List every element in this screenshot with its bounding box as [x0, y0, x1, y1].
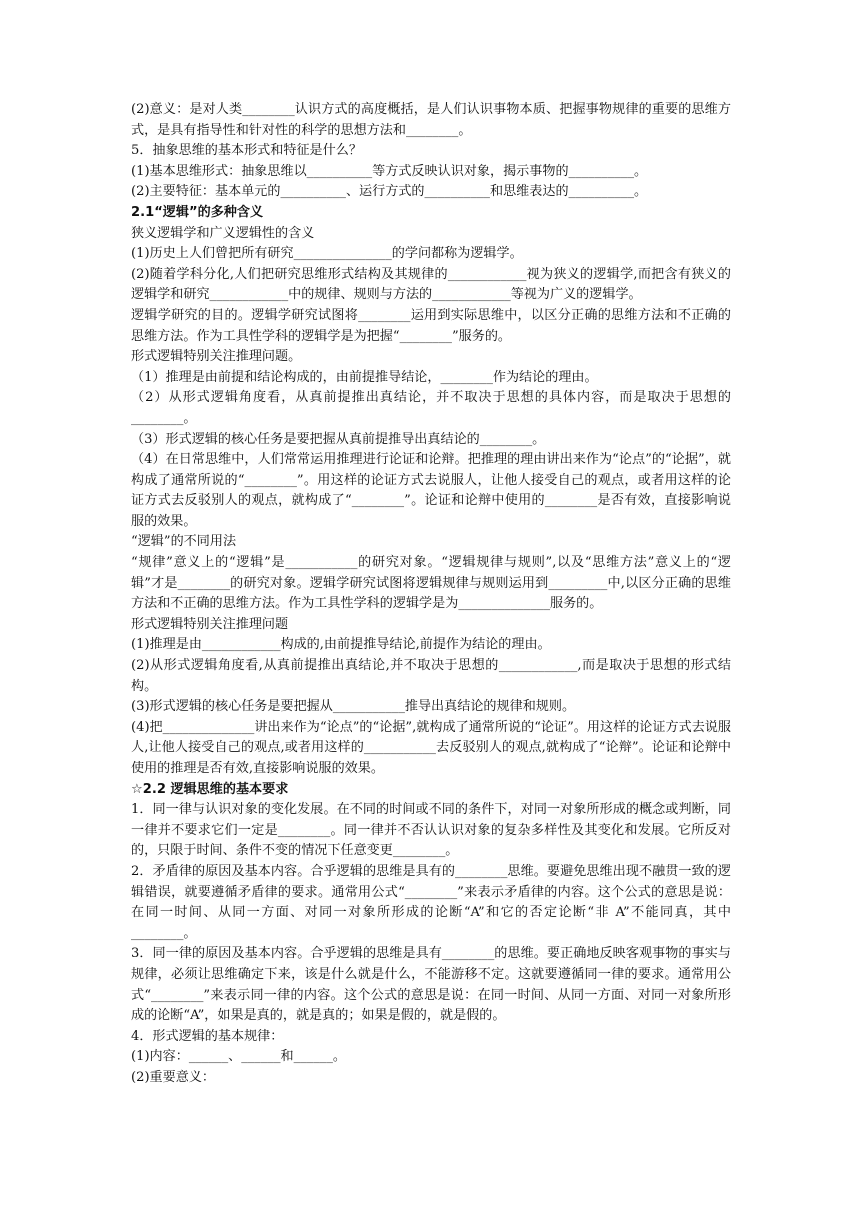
subsection-title: 形式逻辑特别关注推理问题	[131, 616, 289, 632]
text-line: (1)基本思维形式：抽象思维以__________等方式反映认识对象，揭示事物的__________。	[131, 163, 648, 179]
text-line: (2)主要特征：基本单元的__________、运行方式的__________和思维表达的__________。	[131, 184, 648, 200]
text-line: (4)把______________讲出来作为“论点”的“论据”,就构成了通常所说的“论证”。用这样的论证方式去说服人,让他人接受自己的观点,或者用这样的___________去反驳别人的观点,就构成了“论辩”。论证和论辩中使用的推理是否有效,直接影响说服的效果。	[131, 719, 731, 776]
subsection-title: 狭义逻辑学和广义逻辑性的含义	[131, 225, 315, 241]
text-line: (2)从形式逻辑角度看,从真前提推出真结论,并不取决于思想的____________,而是取决于思想的形式结构。	[131, 658, 731, 694]
text-line: (2)意义：是对人类________认识方式的高度概括，是人们认识事物本质、把握事物规律的重要的思维方式，是具有指导性和针对性的科学的思想方法和________。	[131, 102, 731, 138]
text-line: 2．矛盾律的原因及基本内容。合乎逻辑的思维是具有的________思维。要避免思维出现不融贯一致的逻辑错误，就要遵循矛盾律的要求。通常用公式“________”来表示矛盾律的内容。这个公式的意思是说：在同一时间、从同一方面、对同一对象所形成的论断“A”和它的否定论断“非 A”不能同真，其中________。	[131, 863, 731, 941]
text-line: （4）在日常思维中，人们常常运用推理进行论证和论辩。把推理的理由讲出来作为“论点”的“论据”，就构成了通常所说的“________”。用这样的论证方式去说服人，让他人接受自己的观点，或者用这样的论证方式去反驳别人的观点，就构成了“________”。论证和论辩中使用的________是否有效，直接影响说服的效果。	[131, 452, 731, 529]
text-line: (2)重要意义：	[131, 1069, 216, 1085]
text-line: 4．形式逻辑的基本规律：	[131, 1028, 284, 1044]
subsection-title: “逻辑”的不同用法	[131, 534, 237, 550]
text-line: （2）从形式逻辑角度看，从真前提推出真结论，并不取决于思想的具体内容，而是取决于思想的________。	[131, 390, 731, 426]
text-line: 逻辑学研究的目的。逻辑学研究试图将________运用到实际思维中，以区分正确的思维方法和不正确的思维方法。作为工具性学科的逻辑学是为把握“________”服务的。	[131, 307, 731, 344]
text-line: （1）推理是由前提和结论构成的，由前提推导结论，________作为结论的理由。	[131, 369, 598, 385]
text-line: 5．抽象思维的基本形式和特征是什么？	[131, 143, 362, 159]
section-heading: 2.1“逻辑”的多种含义	[131, 204, 264, 220]
text-line: （3）形式逻辑的核心任务是要把握从真前提推导出真结论的________。	[131, 431, 546, 447]
document-page	[131, 100, 731, 1089]
text-line: (1)内容：______、______和______。	[131, 1049, 346, 1065]
text-line: 1．同一律与认识对象的变化发展。在不同的时间或不同的条件下，对同一对象所形成的概念或判断，同一律并不要求它们一定是________。同一律并不否认认识对象的复杂多样性及其变化和发展。它所反对的，只限于时间、条件不变的情况下任意变更________。	[131, 802, 731, 859]
text-line: 3．同一律的原因及基本内容。合乎逻辑的思维是具有________的思维。要正确地反映客观事物的事实与规律，必须让思维确定下来，该是什么就是什么，不能游移不定。这就要遵循同一律的要求。通常用公式“________”来表示同一律的内容。这个公式的意思是说：在同一时间、从同一方面、对同一对象所形成的论断“A”，如果是真的，就是真的；如果是假的，就是假的。	[131, 946, 731, 1024]
subsection-title: 形式逻辑特别关注推理问题。	[131, 349, 302, 365]
text-line: (1)历史上人们曾把所有研究_______________的学问都称为逻辑学。	[131, 246, 523, 262]
section-heading: ☆2.2 逻辑思维的基本要求	[131, 781, 289, 797]
text-line: (1)推理是由____________构成的,由前提推导结论,前提作为结论的理由。	[131, 637, 551, 653]
text-line: (2)随着学科分化,人们把研究思维形式结构及其规律的____________视为狭义的逻辑学,而把含有狭义的逻辑学和研究____________中的规律、规则与方法的____________等视为广义的逻辑学。	[131, 266, 731, 303]
text-line: “规律”意义上的“逻辑”是___________的研究对象。“逻辑规律与规则”,以及“思维方法”意义上的“逻辑”才是________的研究对象。逻辑学研究试图将逻辑规律与规则运用到_________中,以区分正确的思维方法和不正确的思维方法。作为工具性学科的逻辑学是为______________服务的。	[131, 555, 731, 612]
text-line: (3)形式逻辑的核心任务是要把握从___________推导出真结论的规律和规则。	[131, 699, 576, 715]
